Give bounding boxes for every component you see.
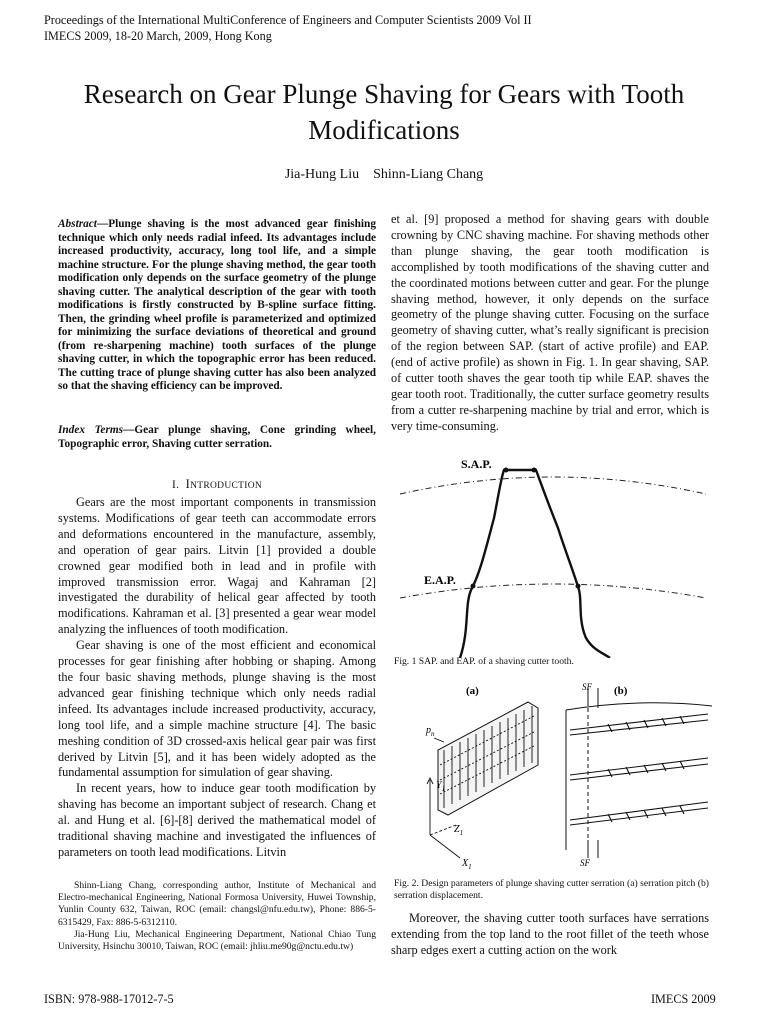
- eap-point: [576, 584, 581, 589]
- intro-paragraph: Gears are the most important components in transmission systems. Modifications of gear teeth can accommodate errors and deformations encountered in the manufacture, assembly, and operation of gear pairs. Litvin [1] provided a double crowned gear modified both in lead and in profile with improved transmission error. Wagaj and Kahraman [2] investigated the durability of helical gear affected by tooth modifications. Kahraman et al. [3] presented a gear wear model analyzing the influences of tooth modification.: [58, 495, 376, 637]
- tooth-profile: [460, 470, 610, 658]
- sap-point: [504, 468, 509, 473]
- abstract: [58, 218, 376, 394]
- sap-arc: [400, 477, 706, 494]
- cutter-teeth: [438, 702, 538, 815]
- panel-a-label: (a): [466, 685, 479, 697]
- section-title-rest: NTRODUCTION: [190, 481, 263, 491]
- abstract-text: —Plunge shaving is the most advanced gear finishing technique which only needs radial infeed. Its advantages include increased productivity, accuracy, long tool life, and a simple machine structure. For the plunge shaving method, the gear tooth modification only depends on the surface geometry of the plunge shaving cutter. The analytical description of the gear with tooth modifications is firstly constructed by B-spline surface fitting. Then, the grinding wheel profile is parameterized and optimized for minimizing the surface deviations of theoretical and ground (from re-sharpening machine) tooth surfaces of the plunge shaving cutter, in which the topographic error has been reduced. The cutting trace of plunge shaving cutter has also been analyzed so that the shaving efficiency can be improved.: [58, 218, 376, 392]
- index-terms: [58, 424, 376, 451]
- intro-paragraph: Gear shaving is one of the most efficient and economical processes for gear finishing after hobbing or shaping. Among the four basic shaving methods, plunge shaving is the most advanced gear finishing technique which only needs radial infeed. Its advantages include increased productivity, accuracy, long tool life, and a simple machine structure [4]. The basic meshing condition of 3D crossed-axis helical gear pair was first derived by Litvin [5], and it has been widely adopted as the fundamental assumption for simulation of gear shaving.: [58, 638, 376, 780]
- x-axis-label: $X_1$: [462, 858, 472, 870]
- z-axis-label: $Z_1$: [454, 824, 464, 837]
- sap-label: S.A.P.: [461, 458, 492, 471]
- index-terms-lead: Index Terms: [58, 424, 124, 436]
- right-column-paragraph: et al. [9] proposed a method for shaving gears with double crowning by CNC shaving machine. For shaving methods other than plunge shaving, the gear tooth modification is accomplished by tooth modifications of the shaving cutter and the coordinated motions between cutter and gear. For the plunge shaving method, however, it only depends on the surface geometry of the plunge shaving cutter. Focusing on the surface geometry of shaving cutter, what’s really significant is precision of the region between SAP. (start of active profile) and EAP. (end of active profile) as shown in Fig. 1. In gear shaving, SAP. of cutter tooth shaves the gear tooth tip while EAP. shaves the gear tooth root. Traditionally, the cutter surface geometry results from a cutter re-sharpening machine by trial and error, which is very time-consuming.: [391, 212, 709, 433]
- y-axis-label: $Y_1$: [436, 780, 446, 793]
- proceedings-header: [44, 12, 532, 44]
- sf-label-top: SF: [582, 682, 592, 692]
- figure-2-serration: [398, 680, 713, 870]
- sf-label-bottom: SF: [580, 858, 590, 868]
- authors: Jia-Hung Liu Shinn-Liang Chang: [284, 167, 484, 182]
- figure-2-caption: Fig. 2. Design parameters of plunge shaving cutter serration (a) serration pitch (b) serration displacement.: [394, 878, 709, 901]
- section-title-first: I: [185, 477, 191, 491]
- footnote: Shinn-Liang Chang, corresponding author, Institute of Mechanical and Electro-mechanical Engineering, National Formosa University, Huwei Township, Yunlin County 632, Taiwan, ROC (email: changsl@nfu.edu.tw), Phone: 886-5-6315429, Fax: 886-5-6312110.: [58, 880, 376, 928]
- section-heading-introduction: [58, 477, 376, 492]
- eap-point: [471, 584, 476, 589]
- header-line-1: Proceedings of the International MultiConference of Engineers and Computer Scientists 2009 Vol II: [44, 13, 532, 27]
- abstract-lead: Abstract: [58, 218, 97, 230]
- serration-panel: [566, 688, 712, 858]
- eap-label: E.A.P.: [424, 573, 456, 587]
- section-numeral: I.: [171, 479, 180, 491]
- sap-point: [532, 468, 537, 473]
- right-column-continuation: [391, 911, 709, 959]
- footer-isbn: ISBN: 978-988-17012-7-5: [44, 992, 174, 1006]
- header-line-2: IMECS 2009, 18-20 March, 2009, Hong Kong: [44, 29, 272, 43]
- figure-1-cutter-tooth: [398, 458, 708, 658]
- right-column-text: [391, 212, 709, 435]
- footnote: Jia-Hung Liu, Mechanical Engineering Department, National Chiao Tung University, Hsinchu 30010, Taiwan, ROC (email: jhliu.me90g@nctu.edu.tw): [58, 928, 376, 953]
- intro-paragraph: In recent years, how to induce gear tooth modification by shaving has become an important subject of research. Chang et al. and Hung et al. [6]-[8] derived the mathematical model of traditional shaving machine and investigated the influences of parameters on tooth lead modifications. Litvin: [58, 781, 376, 859]
- figure-1-caption: Fig. 1 SAP. and EAP. of a shaving cutter tooth.: [394, 656, 574, 667]
- index-terms-text: —Gear plunge shaving, Cone grinding wheel, Topographic error, Shaving cutter serration.: [58, 424, 376, 450]
- paper-title: Research on Gear Plunge Shaving for Gears with Tooth Modifications: [83, 79, 685, 145]
- panel-b-label: (b): [614, 685, 628, 697]
- pn-label: $p_n$: [426, 725, 435, 738]
- right-column-paragraph: Moreover, the shaving cutter tooth surfaces have serrations extending from the top land to the root fillet of the teeth whose sharp edges exert a cutting action on the work: [391, 911, 709, 957]
- introduction-body: [58, 495, 376, 861]
- author-footnotes: [58, 880, 376, 953]
- footer-conference: IMECS 2009: [651, 992, 716, 1006]
